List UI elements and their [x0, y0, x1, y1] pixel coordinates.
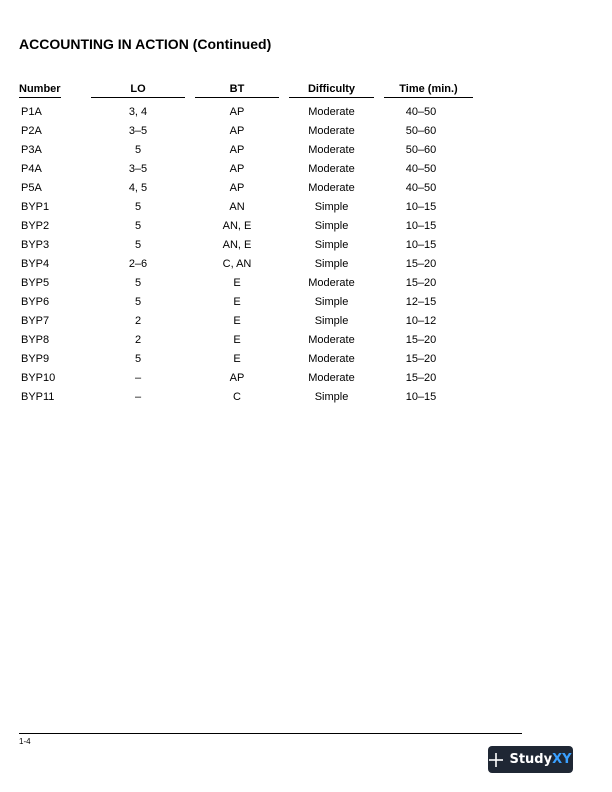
cell-bt: AN — [229, 201, 245, 213]
cell-time: 15–20 — [405, 372, 437, 384]
cell-time: 12–15 — [405, 296, 437, 308]
cell-difficulty: Simple — [314, 296, 349, 308]
cell-difficulty: Simple — [314, 201, 349, 213]
cell-bt: AP — [229, 163, 245, 175]
cell-bt: AP — [229, 144, 245, 156]
cell-difficulty: Moderate — [308, 106, 355, 118]
table-row — [0, 217, 612, 236]
cell-difficulty: Simple — [314, 315, 349, 327]
cell-bt: E — [233, 334, 241, 346]
cell-difficulty: Moderate — [308, 277, 355, 289]
cell-lo: 3–5 — [128, 163, 148, 175]
cell-number: BYP1 — [21, 201, 50, 213]
cell-lo: 3–5 — [128, 125, 148, 137]
cell-lo: 5 — [134, 296, 142, 308]
table-row — [0, 179, 612, 198]
cell-lo: 2–6 — [128, 258, 148, 270]
cell-time: 40–50 — [405, 106, 437, 118]
cell-lo: 2 — [134, 334, 142, 346]
cell-bt: AP — [229, 125, 245, 137]
header-difficulty: Difficulty — [289, 82, 374, 98]
cell-time: 10–12 — [405, 315, 437, 327]
cell-time: 15–20 — [405, 353, 437, 365]
cell-number: BYP4 — [21, 258, 50, 270]
cell-lo: 2 — [134, 315, 142, 327]
cell-bt: AP — [229, 182, 245, 194]
cell-difficulty: Moderate — [308, 144, 355, 156]
cell-time: 50–60 — [405, 144, 437, 156]
cell-number: P5A — [21, 182, 42, 194]
cell-difficulty: Moderate — [308, 372, 355, 384]
table-row — [0, 122, 612, 141]
table-row — [0, 141, 612, 160]
cell-time: 15–20 — [405, 258, 437, 270]
cell-difficulty: Simple — [314, 258, 349, 270]
page-number: 1-4 — [19, 737, 31, 746]
cell-difficulty: Moderate — [308, 353, 355, 365]
cell-time: 40–50 — [405, 182, 437, 194]
cell-lo: – — [134, 391, 142, 403]
badge-text-xy: XY — [552, 752, 572, 767]
cell-lo: 5 — [134, 239, 142, 251]
cell-number: BYP11 — [21, 391, 55, 403]
header-bt: BT — [195, 82, 279, 98]
table-row — [0, 350, 612, 369]
cell-bt: C — [233, 391, 241, 403]
table-row — [0, 369, 612, 388]
cell-bt: E — [233, 277, 241, 289]
table-row — [0, 312, 612, 331]
cell-bt: E — [233, 296, 241, 308]
table-row — [0, 274, 612, 293]
table-row — [0, 198, 612, 217]
cell-bt: C, AN — [222, 258, 252, 270]
cell-lo: 4, 5 — [128, 182, 148, 194]
table-row — [0, 255, 612, 274]
table-row — [0, 236, 612, 255]
cell-number: BYP2 — [21, 220, 50, 232]
cell-time: 10–15 — [405, 391, 437, 403]
cell-difficulty: Moderate — [308, 125, 355, 137]
cell-time: 50–60 — [405, 125, 437, 137]
table-row — [0, 388, 612, 407]
cell-time: 10–15 — [405, 239, 437, 251]
table-body — [0, 103, 612, 407]
cell-lo: 5 — [134, 201, 142, 213]
cell-number: BYP6 — [21, 296, 50, 308]
cell-difficulty: Simple — [314, 220, 349, 232]
cell-bt: AP — [229, 106, 245, 118]
cell-lo: – — [134, 372, 142, 384]
cell-difficulty: Moderate — [308, 182, 355, 194]
cell-bt: AN, E — [222, 220, 252, 232]
table-row — [0, 331, 612, 350]
header-lo: LO — [91, 82, 185, 98]
cell-difficulty: Moderate — [308, 334, 355, 346]
cell-bt: AN, E — [222, 239, 252, 251]
cell-lo: 5 — [134, 220, 142, 232]
page-title: ACCOUNTING IN ACTION (Continued) — [19, 36, 272, 52]
cell-bt: AP — [229, 372, 245, 384]
cell-number: BYP3 — [21, 239, 50, 251]
cell-number: BYP10 — [21, 372, 56, 384]
cell-number: P4A — [21, 163, 42, 175]
cell-number: BYP5 — [21, 277, 50, 289]
table-row — [0, 160, 612, 179]
cell-lo: 5 — [134, 277, 142, 289]
cell-time: 15–20 — [405, 334, 437, 346]
cell-number: P3A — [21, 144, 42, 156]
cell-time: 15–20 — [405, 277, 437, 289]
cell-lo: 3, 4 — [128, 106, 148, 118]
cell-number: P2A — [21, 125, 42, 137]
badge-text-study: Study — [509, 752, 553, 767]
cell-bt: E — [233, 353, 241, 365]
studyxy-badge[interactable] — [488, 746, 573, 773]
cell-difficulty: Simple — [314, 391, 349, 403]
cell-lo: 5 — [134, 353, 142, 365]
header-time: Time (min.) — [384, 82, 473, 98]
table-row — [0, 103, 612, 122]
cell-number: P1A — [21, 106, 42, 118]
cell-number: BYP8 — [21, 334, 50, 346]
plus-icon — [489, 753, 503, 767]
cell-number: BYP7 — [21, 315, 50, 327]
cell-time: 10–15 — [405, 201, 437, 213]
cell-bt: E — [233, 315, 241, 327]
header-number: Number — [19, 82, 61, 98]
footer-divider — [19, 733, 522, 734]
cell-lo: 5 — [134, 144, 142, 156]
cell-number: BYP9 — [21, 353, 50, 365]
table-row — [0, 293, 612, 312]
cell-difficulty: Moderate — [308, 163, 355, 175]
cell-difficulty: Simple — [314, 239, 349, 251]
cell-time: 10–15 — [405, 220, 437, 232]
cell-time: 40–50 — [405, 163, 437, 175]
